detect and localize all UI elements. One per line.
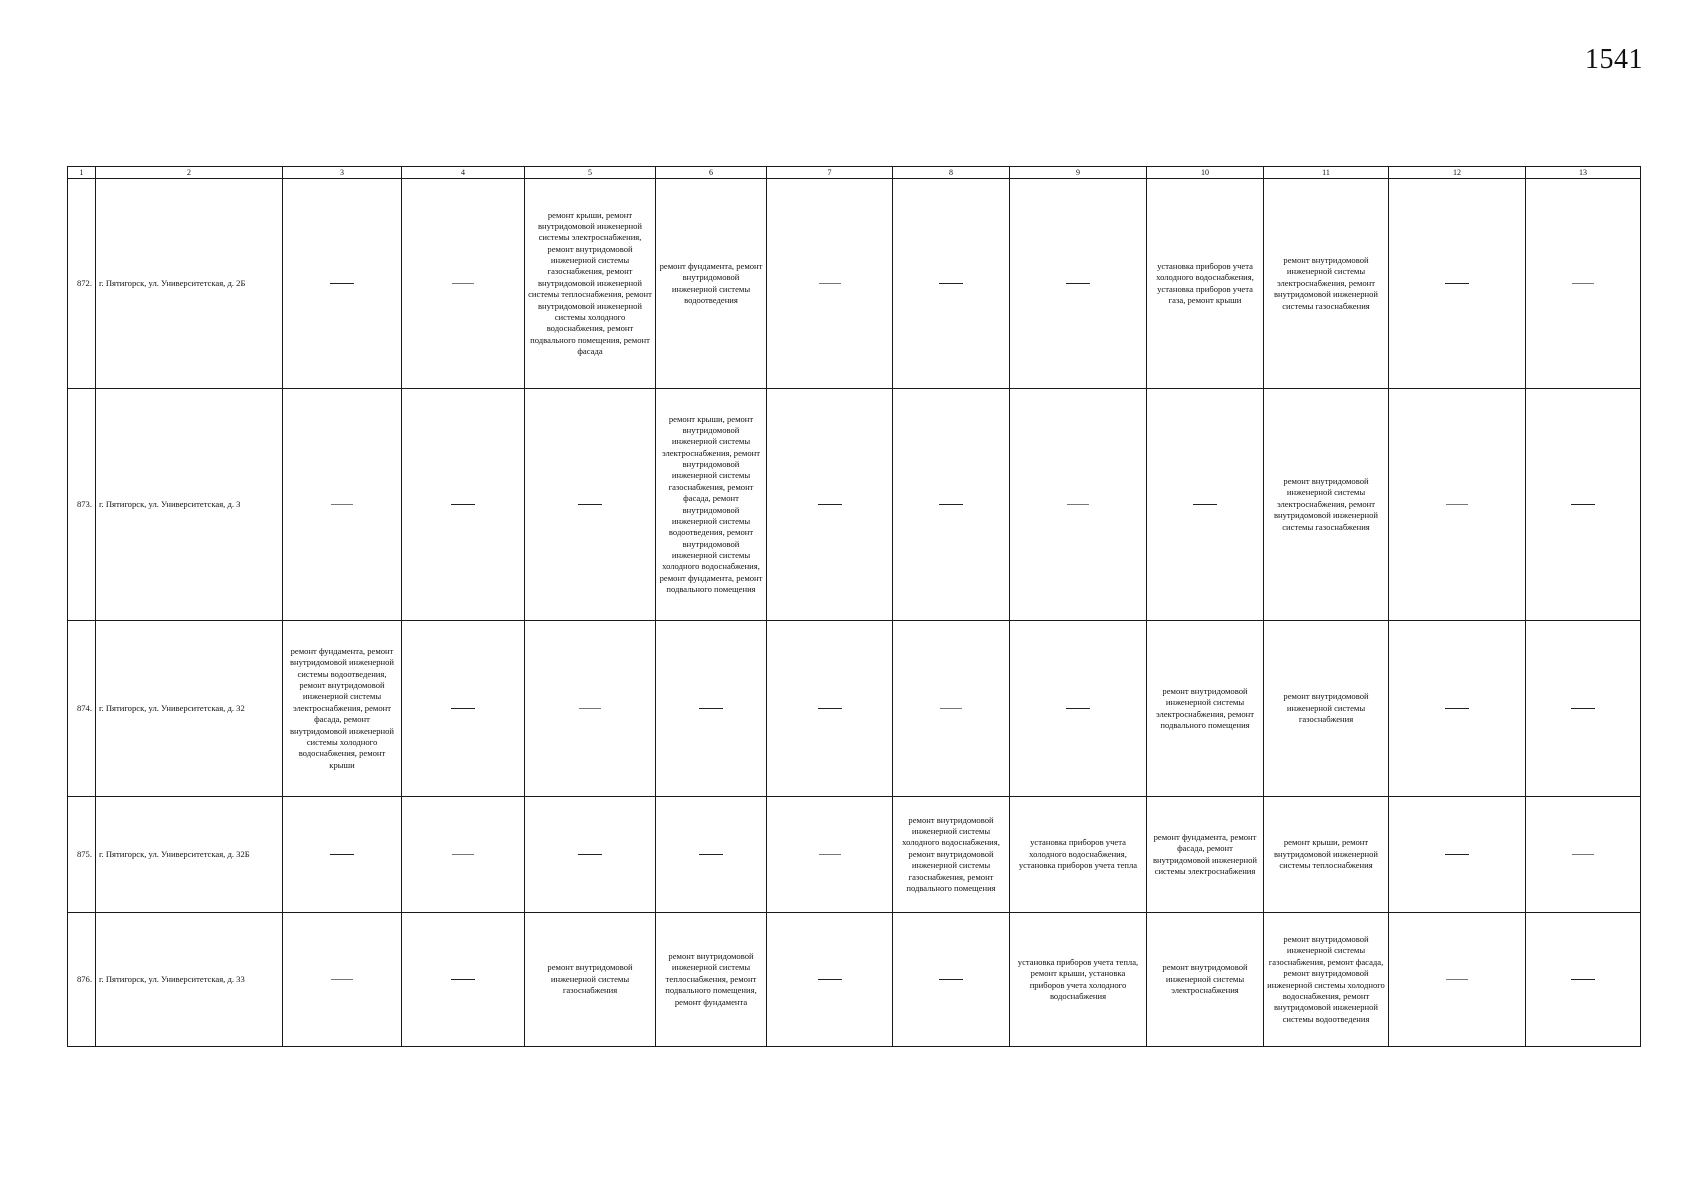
work-cell-col-5 bbox=[525, 389, 656, 621]
empty-dash bbox=[1445, 708, 1469, 709]
empty-dash bbox=[1446, 504, 1468, 505]
work-cell-col-4 bbox=[402, 389, 525, 621]
empty-dash bbox=[1571, 504, 1595, 505]
row-address: г. Пятигорск, ул. Университетская, д. 32 bbox=[96, 621, 283, 797]
table-row bbox=[68, 389, 1641, 621]
work-cell-col-10 bbox=[1147, 389, 1264, 621]
empty-dash bbox=[1572, 854, 1594, 855]
work-cell-col-7 bbox=[767, 389, 893, 621]
work-cell-col-13 bbox=[1526, 389, 1641, 621]
work-cell-col-4 bbox=[402, 797, 525, 913]
work-cell-col-13 bbox=[1526, 797, 1641, 913]
work-cell-col-8 bbox=[893, 389, 1010, 621]
row-number: 874. bbox=[68, 621, 96, 797]
work-cell-col-9 bbox=[1010, 179, 1147, 389]
work-cell-col-12 bbox=[1389, 621, 1526, 797]
work-cell-col-8: ремонт внутридомовой инженерной системы холодного водоснабжения, ремонт внутридомовой инженерной системы газоснабжения, ремонт подвального помещения bbox=[893, 797, 1010, 913]
empty-dash bbox=[1446, 979, 1468, 980]
empty-dash bbox=[699, 708, 723, 709]
empty-dash bbox=[452, 283, 474, 284]
work-cell-col-13 bbox=[1526, 179, 1641, 389]
work-cell-col-7 bbox=[767, 621, 893, 797]
column-number: 10 bbox=[1147, 167, 1264, 179]
work-cell-col-13 bbox=[1526, 621, 1641, 797]
work-cell-col-8 bbox=[893, 179, 1010, 389]
table-row bbox=[68, 797, 1641, 913]
work-cell-col-11: ремонт внутридомовой инженерной системы электроснабжения, ремонт внутридомовой инженерной системы газоснабжения bbox=[1264, 389, 1389, 621]
row-number: 873. bbox=[68, 389, 96, 621]
row-number: 875. bbox=[68, 797, 96, 913]
row-address: г. Пятигорск, ул. Университетская, д. 3 bbox=[96, 389, 283, 621]
column-number: 1 bbox=[68, 167, 96, 179]
empty-dash bbox=[331, 504, 353, 505]
work-cell-col-7 bbox=[767, 913, 893, 1047]
empty-dash bbox=[579, 708, 601, 709]
empty-dash bbox=[1067, 504, 1089, 505]
works-table bbox=[67, 166, 1641, 1047]
empty-dash bbox=[939, 504, 963, 505]
empty-dash bbox=[939, 283, 963, 284]
work-cell-col-11: ремонт внутридомовой инженерной системы газоснабжения bbox=[1264, 621, 1389, 797]
work-cell-col-10: ремонт фундамента, ремонт фасада, ремонт внутридомовой инженерной системы электроснабжения bbox=[1147, 797, 1264, 913]
work-cell-col-12 bbox=[1389, 179, 1526, 389]
table-body bbox=[68, 179, 1641, 1047]
empty-dash bbox=[940, 708, 962, 709]
work-cell-col-4 bbox=[402, 913, 525, 1047]
work-cell-col-5 bbox=[525, 621, 656, 797]
column-number: 13 bbox=[1526, 167, 1641, 179]
work-cell-col-6 bbox=[656, 797, 767, 913]
empty-dash bbox=[1193, 504, 1217, 505]
empty-dash bbox=[818, 504, 842, 505]
work-cell-col-6: ремонт внутридомовой инженерной системы теплоснабжения, ремонт подвального помещения, ремонт фундамента bbox=[656, 913, 767, 1047]
empty-dash bbox=[330, 283, 354, 284]
column-number: 9 bbox=[1010, 167, 1147, 179]
empty-dash bbox=[939, 979, 963, 980]
work-cell-col-9 bbox=[1010, 389, 1147, 621]
column-number: 5 bbox=[525, 167, 656, 179]
work-cell-col-10: ремонт внутридомовой инженерной системы электроснабжения bbox=[1147, 913, 1264, 1047]
work-cell-col-5: ремонт внутридомовой инженерной системы газоснабжения bbox=[525, 913, 656, 1047]
column-number-row bbox=[68, 167, 1641, 179]
work-cell-col-7 bbox=[767, 179, 893, 389]
empty-dash bbox=[1445, 854, 1469, 855]
work-cell-col-9: установка приборов учета холодного водоснабжения, установка приборов учета тепла bbox=[1010, 797, 1147, 913]
table-row bbox=[68, 179, 1641, 389]
work-cell-col-3 bbox=[283, 797, 402, 913]
work-cell-col-11: ремонт внутридомовой инженерной системы газоснабжения, ремонт фасада, ремонт внутридомовой инженерной системы холодного водоснабжения, ремонт внутридомовой инженерной системы водоотведения bbox=[1264, 913, 1389, 1047]
column-number: 12 bbox=[1389, 167, 1526, 179]
work-cell-col-11: ремонт внутридомовой инженерной системы электроснабжения, ремонт внутридомовой инженерной системы газоснабжения bbox=[1264, 179, 1389, 389]
work-cell-col-8 bbox=[893, 913, 1010, 1047]
work-cell-col-6: ремонт фундамента, ремонт внутридомовой инженерной системы водоотведения bbox=[656, 179, 767, 389]
empty-dash bbox=[818, 979, 842, 980]
work-cell-col-9: установка приборов учета тепла, ремонт крыши, установка приборов учета холодного водоснабжения bbox=[1010, 913, 1147, 1047]
column-number: 4 bbox=[402, 167, 525, 179]
work-cell-col-5 bbox=[525, 797, 656, 913]
work-cell-col-4 bbox=[402, 621, 525, 797]
work-cell-col-10: установка приборов учета холодного водоснабжения, установка приборов учета газа, ремонт крыши bbox=[1147, 179, 1264, 389]
work-cell-col-4 bbox=[402, 179, 525, 389]
column-number: 6 bbox=[656, 167, 767, 179]
empty-dash bbox=[578, 854, 602, 855]
work-cell-col-7 bbox=[767, 797, 893, 913]
empty-dash bbox=[1066, 283, 1090, 284]
row-address: г. Пятигорск, ул. Университетская, д. 33 bbox=[96, 913, 283, 1047]
empty-dash bbox=[1066, 708, 1090, 709]
row-number: 876. bbox=[68, 913, 96, 1047]
work-cell-col-13 bbox=[1526, 913, 1641, 1047]
work-cell-col-6 bbox=[656, 621, 767, 797]
work-cell-col-12 bbox=[1389, 797, 1526, 913]
work-cell-col-3 bbox=[283, 389, 402, 621]
work-cell-col-12 bbox=[1389, 913, 1526, 1047]
empty-dash bbox=[451, 504, 475, 505]
work-cell-col-5: ремонт крыши, ремонт внутридомовой инженерной системы электроснабжения, ремонт внутридомовой инженерной системы газоснабжения, ремонт внутридомовой инженерной системы теплоснабжения, ремонт внутридомовой инженерной системы холодного водоснабжения, ремонт подвального помещения, ремонт фасада bbox=[525, 179, 656, 389]
empty-dash bbox=[819, 283, 841, 284]
page-number: 1541 bbox=[1585, 44, 1643, 75]
empty-dash bbox=[578, 504, 602, 505]
empty-dash bbox=[331, 979, 353, 980]
empty-dash bbox=[451, 708, 475, 709]
empty-dash bbox=[1571, 979, 1595, 980]
column-number: 8 bbox=[893, 167, 1010, 179]
empty-dash bbox=[330, 854, 354, 855]
empty-dash bbox=[1445, 283, 1469, 284]
column-number: 2 bbox=[96, 167, 283, 179]
row-number: 872. bbox=[68, 179, 96, 389]
work-cell-col-11: ремонт крыши, ремонт внутридомовой инженерной системы теплоснабжения bbox=[1264, 797, 1389, 913]
table-row bbox=[68, 913, 1641, 1047]
work-cell-col-9 bbox=[1010, 621, 1147, 797]
work-cell-col-6: ремонт крыши, ремонт внутридомовой инженерной системы электроснабжения, ремонт внутридомовой инженерной системы газоснабжения, ремонт фасада, ремонт внутридомовой инженерной системы водоотведения, ремонт внутридомовой инженерной системы холодного водоснабжения, ремонт фундамента, ремонт подвального помещения bbox=[656, 389, 767, 621]
empty-dash bbox=[818, 708, 842, 709]
empty-dash bbox=[1572, 283, 1594, 284]
column-number: 3 bbox=[283, 167, 402, 179]
work-cell-col-3 bbox=[283, 179, 402, 389]
empty-dash bbox=[819, 854, 841, 855]
work-cell-col-10: ремонт внутридомовой инженерной системы электроснабжения, ремонт подвального помещения bbox=[1147, 621, 1264, 797]
work-cell-col-12 bbox=[1389, 389, 1526, 621]
empty-dash bbox=[451, 979, 475, 980]
row-address: г. Пятигорск, ул. Университетская, д. 2Б bbox=[96, 179, 283, 389]
work-cell-col-8 bbox=[893, 621, 1010, 797]
empty-dash bbox=[452, 854, 474, 855]
empty-dash bbox=[699, 854, 723, 855]
empty-dash bbox=[1571, 708, 1595, 709]
row-address: г. Пятигорск, ул. Университетская, д. 32Б bbox=[96, 797, 283, 913]
work-cell-col-3 bbox=[283, 913, 402, 1047]
column-number: 7 bbox=[767, 167, 893, 179]
work-cell-col-3: ремонт фундамента, ремонт внутридомовой инженерной системы водоотведения, ремонт внутридомовой инженерной системы электроснабжения, ремонт фасада, ремонт внутридомовой инженерной системы холодного водоснабжения, ремонт крыши bbox=[283, 621, 402, 797]
column-number: 11 bbox=[1264, 167, 1389, 179]
table-row bbox=[68, 621, 1641, 797]
